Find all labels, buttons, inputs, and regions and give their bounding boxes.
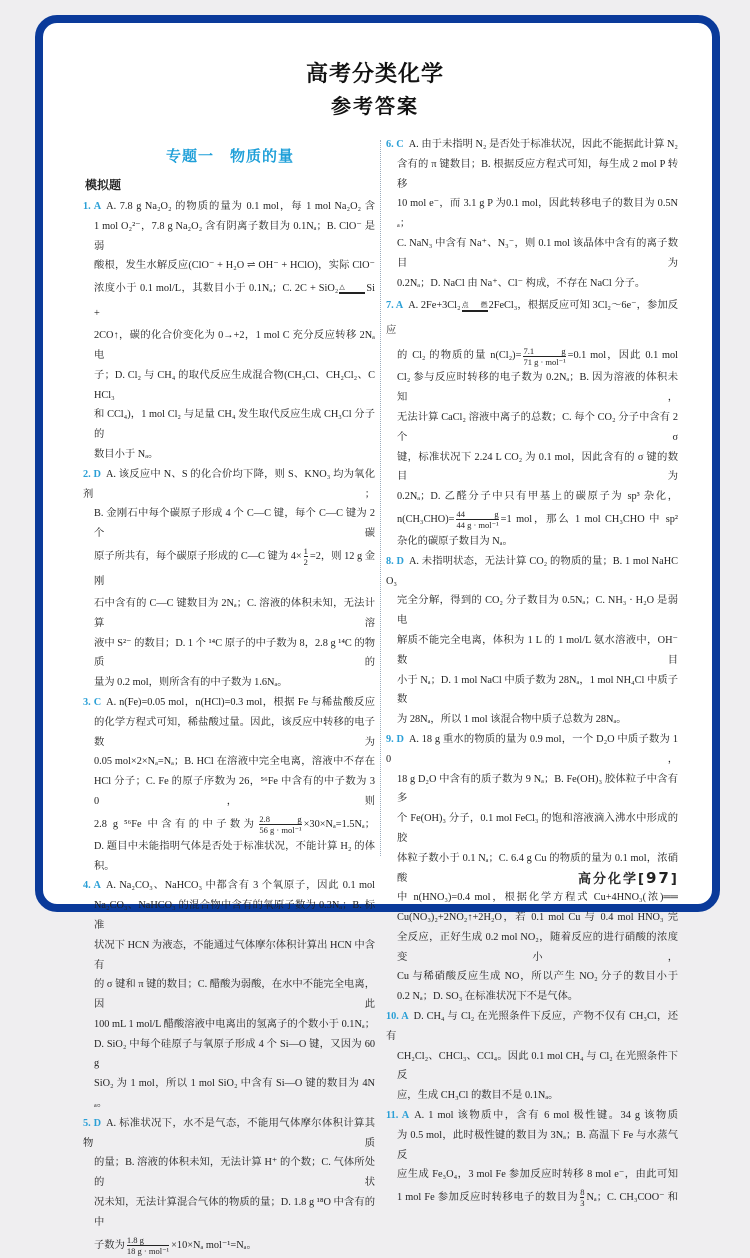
answer-label: 8. D <box>386 555 404 567</box>
text-run: 0.2Nₐ；D. NaCl 由 Na⁺、Cl⁻ 构成，不存在 NaCl 分子。 <box>397 277 646 289</box>
answer-line <box>83 1114 375 1154</box>
reaction-condition-arrow <box>339 283 365 294</box>
text-run: 100 mL 1 mol/L 醋酸溶液中电离出的氢离子的个数小于 0.1Nₐ； <box>94 1018 375 1030</box>
answer-line <box>386 987 678 1007</box>
answer-line <box>386 194 678 234</box>
answer-line <box>386 928 678 968</box>
answer-item <box>83 1114 375 1258</box>
answer-line <box>83 504 375 544</box>
answer-line <box>386 155 678 195</box>
denominator: 71 g · mol⁻¹ <box>523 356 566 367</box>
answer-line <box>386 507 678 532</box>
text-run: 10 mol e⁻，而 3.1 g P 为0.1 mol，因此转移电子的数目为 0.5Nₐ； <box>397 198 678 230</box>
text-run: Na₂CO₃、NaHCO₃ 的混合物中含有的氧原子数为 0.3Nₐ；B. 标准 <box>94 900 375 931</box>
denominator: 3 <box>580 1198 585 1209</box>
answer-line <box>386 730 678 770</box>
reaction-condition: 点燃 <box>462 301 488 312</box>
answer-line <box>83 673 375 693</box>
text-run: 2FeCl₃，根据反应可知 3Cl₂～6e⁻，参加反应 <box>386 300 678 337</box>
answer-item <box>386 552 678 730</box>
answer-line <box>386 888 678 908</box>
text-run: 应，生成 CH₃Cl 的数目不是 0.1Nₐ。 <box>397 1090 559 1102</box>
text-run: 酸根，发生水解反应(ClO⁻ + H₂O ⇌ OH⁻ + HClO)，实际 ClO⁻ <box>94 260 375 272</box>
answer-item <box>83 876 375 1114</box>
text-run: D. 题目中未能指明气体是否处于标准状况，不能计算 H₂ 的体积。 <box>94 840 375 872</box>
answer-line <box>83 465 375 505</box>
answer-line <box>386 532 678 552</box>
text-run: A. 7.8 g Na₂O₂ 的物质的量为 0.1 mol，每 1 mol Na₂O₂ 含 <box>106 201 375 212</box>
text-run: Cu(NO₃)₂+2NO₂↑+2H₂O，若 0.1 mol Cu 与 0.4 mol HNO₃ 完 <box>397 912 678 924</box>
text-run: 的化学方程式可知，稀盐酸过量。因此，该反应中转移的电子数为 <box>94 716 375 748</box>
answer-line <box>386 631 678 671</box>
text-run: 含有的 π 键数目；B. 根据反应方程式可知，每生成 2 mol P 转移 <box>397 158 678 190</box>
text-run: n(CH₃CHO)= <box>397 513 455 525</box>
answer-line <box>386 1106 678 1126</box>
right-column <box>386 135 678 1210</box>
text-run: Nₐ；C. CH₃COO⁻ 和 <box>586 1192 678 1204</box>
answer-line <box>83 837 375 877</box>
text-run: 子；D. Cl₂ 与 CH₄ 的取代反应生成混合物(CH₃Cl、CH₂Cl₂、CHCl₃ <box>94 369 375 401</box>
answer-line <box>83 876 375 896</box>
answer-line <box>386 552 678 592</box>
text-run: HCl 分子；C. Fe 的原子序数为 26，⁵⁶Fe 中含有的中子数为 30，则 <box>94 776 375 807</box>
text-run: A. 标准状况下，水不是气态，不能用气体摩尔体积计算其物质 <box>83 1117 375 1149</box>
answer-line <box>83 366 375 406</box>
answer-label: 5. D <box>83 1117 102 1129</box>
answer-line <box>83 405 375 445</box>
text-run: 石中含有的 C—C 键数目为 2Nₐ；C. 溶液的体积未知，无法计算溶 <box>94 597 375 629</box>
text-run: A. 2Fe+3Cl₂ <box>408 300 461 312</box>
answer-line <box>83 975 375 1015</box>
answer-line <box>386 487 678 507</box>
text-run: A. 未指明状态，无法计算 CO₂ 的物质的量；B. 1 mol NaHCO₃ <box>386 555 678 587</box>
answer-line <box>83 256 375 276</box>
answer-item <box>386 1007 678 1106</box>
text-run: 的 σ 键和 π 键的数目；C. 醋酸为弱酸，在水中不能完全电离，因此 <box>94 979 375 1011</box>
text-run: Si + <box>94 283 375 320</box>
answer-line <box>83 812 375 837</box>
text-run: 0.2 Nₐ；D. SO₃ 在标准状况下不是气体。 <box>397 991 579 1003</box>
answer-label: 11. A <box>386 1110 410 1122</box>
text-run: A. Na₂CO₃、NaHCO₃ 中都含有 3 个氧原子，因此 0.1 mol <box>105 880 375 892</box>
text-run: =1 mol，那么 1 mol CH₃CHO 中 sp² <box>500 513 678 525</box>
fraction <box>127 1235 169 1256</box>
numerator: 2.8 g <box>259 813 302 824</box>
answer-line <box>83 544 375 594</box>
text-run: 0.2Nₐ；D. 乙醛分子中只有甲基上的碳原子为 sp³ 杂化， <box>397 491 678 503</box>
answer-line <box>386 368 678 408</box>
text-run: 全反应，正好生成 0.2 mol NO₂，随着反应的进行硝酸的浓度变小， <box>397 931 678 963</box>
answer-line <box>83 1015 375 1035</box>
text-run: 的量；B. 溶液的体积未知，无法计算 H⁺ 的个数；C. 气体所处的状 <box>94 1157 375 1189</box>
text-run: 的 Cl₂ 的物质的量 n(Cl₂)= <box>397 350 522 362</box>
text-run: 液中 S²⁻ 的数目；D. 1 个 ¹⁴C 原子的中子数为 8，2.8 g ¹⁴C 的物质的 <box>94 637 375 669</box>
reaction-condition: △ <box>339 283 365 294</box>
footer-bracket-open: [ <box>638 872 646 887</box>
answer-line <box>386 274 678 294</box>
answer-line <box>386 908 678 928</box>
text-run: 为 0.5 mol，此时极性键的数目为 3Nₐ；B. 高温下 Fe 与水蒸气反 <box>397 1129 678 1161</box>
denominator: 18 g · mol⁻¹ <box>126 1245 170 1256</box>
denominator: 56 g · mol⁻¹ <box>259 824 302 835</box>
numerator: 8 <box>580 1187 585 1198</box>
section-subtitle: 模拟题 <box>85 178 122 192</box>
answer-line <box>83 276 375 326</box>
answer-line <box>83 936 375 976</box>
text-run: C. NaN₃ 中含有 Na⁺、N₃⁻，则 0.1 mol 该晶体中含有的离子数目为 <box>397 237 678 269</box>
answer-line <box>386 1047 678 1087</box>
left-column <box>83 197 375 1258</box>
answer-line <box>83 896 375 936</box>
text-run: ×30×Nₐ=1.5Nₐ； <box>303 818 375 830</box>
answer-label: 7. A <box>386 300 404 312</box>
answer-line <box>83 1233 375 1258</box>
answer-line <box>83 445 375 465</box>
text-run: CH₂Cl₂、CHCl₃、CCl₄。因此 0.1 mol CH₄ 与 Cl₂ 在光照条件下反 <box>397 1050 678 1082</box>
answer-line <box>386 591 678 631</box>
text-run: 量为 0.2 mol，则所含有的中子数为 1.6Nₐ。 <box>94 677 288 689</box>
answer-line <box>83 752 375 772</box>
numerator: 1.8 g <box>126 1234 144 1245</box>
text-run: 体粒子数小于 0.1 Nₐ；C. 6.4 g Cu 的物质的量为 0.1 mol，浓硝酸 <box>397 852 678 884</box>
text-run: ×10×Nₐ mol⁻¹=Nₐ。 <box>171 1239 257 1251</box>
text-run: 子数为 <box>94 1239 125 1251</box>
text-run: 0.05 mol×2×Nₐ=Nₐ；B. HCl 在溶液中完全电离，溶液中不存在 <box>94 756 375 768</box>
reaction-condition-arrow <box>462 301 488 312</box>
answer-label: 6. C <box>386 139 404 150</box>
answer-item <box>83 197 375 465</box>
text-run: =0.1 mol，因此 0.1 mol <box>567 350 678 362</box>
text-run: D. CH₄ 与 Cl₂ 在光照条件下反应，产物不仅有 CH₃Cl，还有 <box>386 1011 678 1042</box>
answer-line <box>386 1165 678 1185</box>
text-run: 1 mol Fe 参加反应时转移电子的数目为 <box>397 1192 579 1204</box>
fraction <box>304 546 308 567</box>
text-run: 18 g D₂O 中含有的质子数为 9 Nₐ；B. Fe(OH)₃ 胶体粒子中含有多 <box>397 773 678 805</box>
section-title: 专题一 物质的量 <box>165 147 294 165</box>
answer-item <box>83 465 375 693</box>
answer-line <box>83 1035 375 1075</box>
answer-label: 4. A <box>83 880 101 892</box>
text-run: D. SiO₂ 中每个硅原子与氧原子形成 4 个 Si—O 键，又因为 60 g <box>94 1038 375 1070</box>
answer-line <box>83 1153 375 1193</box>
answer-item <box>386 135 678 293</box>
answer-label: 3. C <box>83 696 102 708</box>
text-run: 解质不能完全电离，体积为 1 L 的 1 mol/L 氨水溶液中，OH⁻ 数目 <box>397 634 678 666</box>
footer-book-name: 高分化学 <box>578 872 639 887</box>
text-run: A. 由于未指明 N₂ 是否处于标准状况，因此不能据此计算 N₂ <box>408 139 678 150</box>
text-run: 中 n(HNO₃)=0.4 mol，根据化学方程式 Cu+4HNO₃(浓)══ <box>397 892 678 904</box>
answer-line <box>386 809 678 849</box>
answer-label: 1. A <box>83 201 102 212</box>
answer-label: 9. D <box>386 733 404 745</box>
answer-label: 10. A <box>386 1011 409 1023</box>
answer-label: 2. D <box>83 468 101 480</box>
text-run: 和 CCl₄)，1 mol Cl₂ 与足量 CH₄ 发生取代反应生成 CH₃Cl 分子的 <box>94 409 375 441</box>
answer-line <box>386 1007 678 1047</box>
answer-item <box>83 693 375 876</box>
text-run: Cl₂ 参与反应时转移的电子数为 0.2Nₐ；B. 因为溶液的体积未知， <box>397 372 678 404</box>
answer-line <box>83 713 375 753</box>
answer-line <box>386 408 678 448</box>
answer-line <box>386 293 678 343</box>
book-title: 高考分类化学 <box>305 61 444 86</box>
answer-line <box>386 710 678 730</box>
text-run: 小于 Nₐ；D. 1 mol NaCl 中质子数为 28Nₐ，1 mol NH₄Cl 中质子数 <box>397 674 678 706</box>
text-run: 无法计算 CaCl₂ 溶液中离子的总数；C. 每个 CO₂ 分子中含有 2 个 σ <box>397 411 678 443</box>
answer-item <box>386 1106 678 1210</box>
text-run: A. n(Fe)=0.05 mol，n(HCl)=0.3 mol，根据 Fe 与稀盐酸反应 <box>106 696 375 708</box>
denominator: 44 g · mol⁻¹ <box>456 520 499 531</box>
answer-line <box>386 1086 678 1106</box>
fraction <box>456 509 498 530</box>
text-run: Cu 与稀硝酸反应生成 NO，所以产生 NO₂ 分子的数目小于 <box>397 971 678 983</box>
page-subtitle: 参考答案 <box>331 96 419 118</box>
text-run: 应生成 Fe₃O₄，3 mol Fe 参加反应时转移 8 mol e⁻，由此可知 <box>397 1169 678 1181</box>
denominator: 2 <box>303 557 308 568</box>
text-run: 为 28Nₐ，所以 1 mol 该混合物中质子总数为 28Nₐ。 <box>397 714 627 726</box>
answer-line <box>386 770 678 810</box>
answer-line <box>83 1074 375 1114</box>
page-number: 97 <box>645 869 671 887</box>
text-run: 2.8 g ⁵⁶Fe 中含有的中子数为 <box>94 818 258 830</box>
text-run: SiO₂ 为 1 mol，所以 1 mol SiO₂ 中含有 Si—O 键的数目为 4Nₐ。 <box>94 1078 375 1110</box>
footer-bracket-close: ] <box>670 872 679 887</box>
text-run: A. 18 g 重水的物质的量为 0.9 mol，一个 D₂O 中质子数为 10， <box>386 733 678 765</box>
answer-line <box>386 671 678 711</box>
text-run: A. 1 mol 该物质中，含有 6 mol 极性键。34 g 该物质 <box>414 1110 678 1122</box>
text-run: 数目小于 Nₐ。 <box>94 448 159 460</box>
answer-line <box>386 343 678 368</box>
answer-line <box>83 693 375 713</box>
answer-line <box>83 1193 375 1233</box>
answer-line <box>83 326 375 366</box>
numerator: 44 g <box>456 509 499 520</box>
answer-line <box>386 1185 678 1210</box>
text-run: B. 金刚石中每个碳原子形成 4 个 C—C 键，每个 C—C 键为 2 个碳 <box>94 508 375 540</box>
text-run: 2CO↑，碳的化合价变化为 0→+2，1 mol C 充分反应转移 2Nₐ 电 <box>94 330 375 361</box>
answer-line <box>386 967 678 987</box>
column-divider <box>380 140 381 856</box>
text-run: =2，则 12 g 金刚 <box>94 550 375 587</box>
answer-line <box>386 234 678 274</box>
answer-line <box>83 634 375 674</box>
answer-line <box>386 1126 678 1166</box>
text-run: 原子所共有，每个碳原子形成的 C—C 键为 4× <box>94 550 302 562</box>
answer-line <box>83 772 375 812</box>
answer-line <box>83 594 375 634</box>
text-run: 况未知，无法计算混合气体的物质的量；D. 1.8 g ¹⁸O 中含有的中 <box>94 1197 375 1228</box>
answer-item <box>386 293 678 551</box>
page-footer <box>578 868 679 887</box>
answer-line <box>83 197 375 217</box>
answer-line <box>386 448 678 488</box>
text-run: 个 Fe(OH)₃ 分子，0.1 mol FeCl₃ 的饱和溶液滴入沸水中形成的胶 <box>397 813 678 844</box>
fraction <box>580 1187 584 1208</box>
text-run: 键，标准状况下 2.24 L CO₂ 为 0.1 mol，因此含有的 σ 键的数目为 <box>397 451 678 483</box>
fraction <box>259 814 301 835</box>
text-run: A. 该反应中 N、S 的化合价均下降，则 S、KNO₃ 均为氧化剂； <box>83 468 375 500</box>
text-run: 1 mol O₂²⁻，7.8 g Na₂O₂ 含有阴离子数目为 0.1Nₐ；B. ClO⁻ 是弱 <box>94 220 375 252</box>
fraction <box>523 346 565 367</box>
text-run: 杂化的碳原子数目为 Nₐ。 <box>397 535 513 547</box>
answer-line <box>386 135 678 155</box>
text-run: 浓度小于 0.1 mol/L，其数目小于 0.1Nₐ；C. 2C + SiO₂ <box>94 283 339 295</box>
text-run: 状况下 HCN 为液态，不能通过气体摩尔体积计算出 HCN 中含有 <box>94 939 375 971</box>
answer-line <box>83 217 375 257</box>
numerator: 1 <box>303 546 308 557</box>
numerator: 7.1 g <box>523 345 566 356</box>
text-run: 完全分解，得到的 CO₂ 分子数目为 0.5Nₐ；C. NH₃ · H₂O 是弱电 <box>397 595 678 627</box>
